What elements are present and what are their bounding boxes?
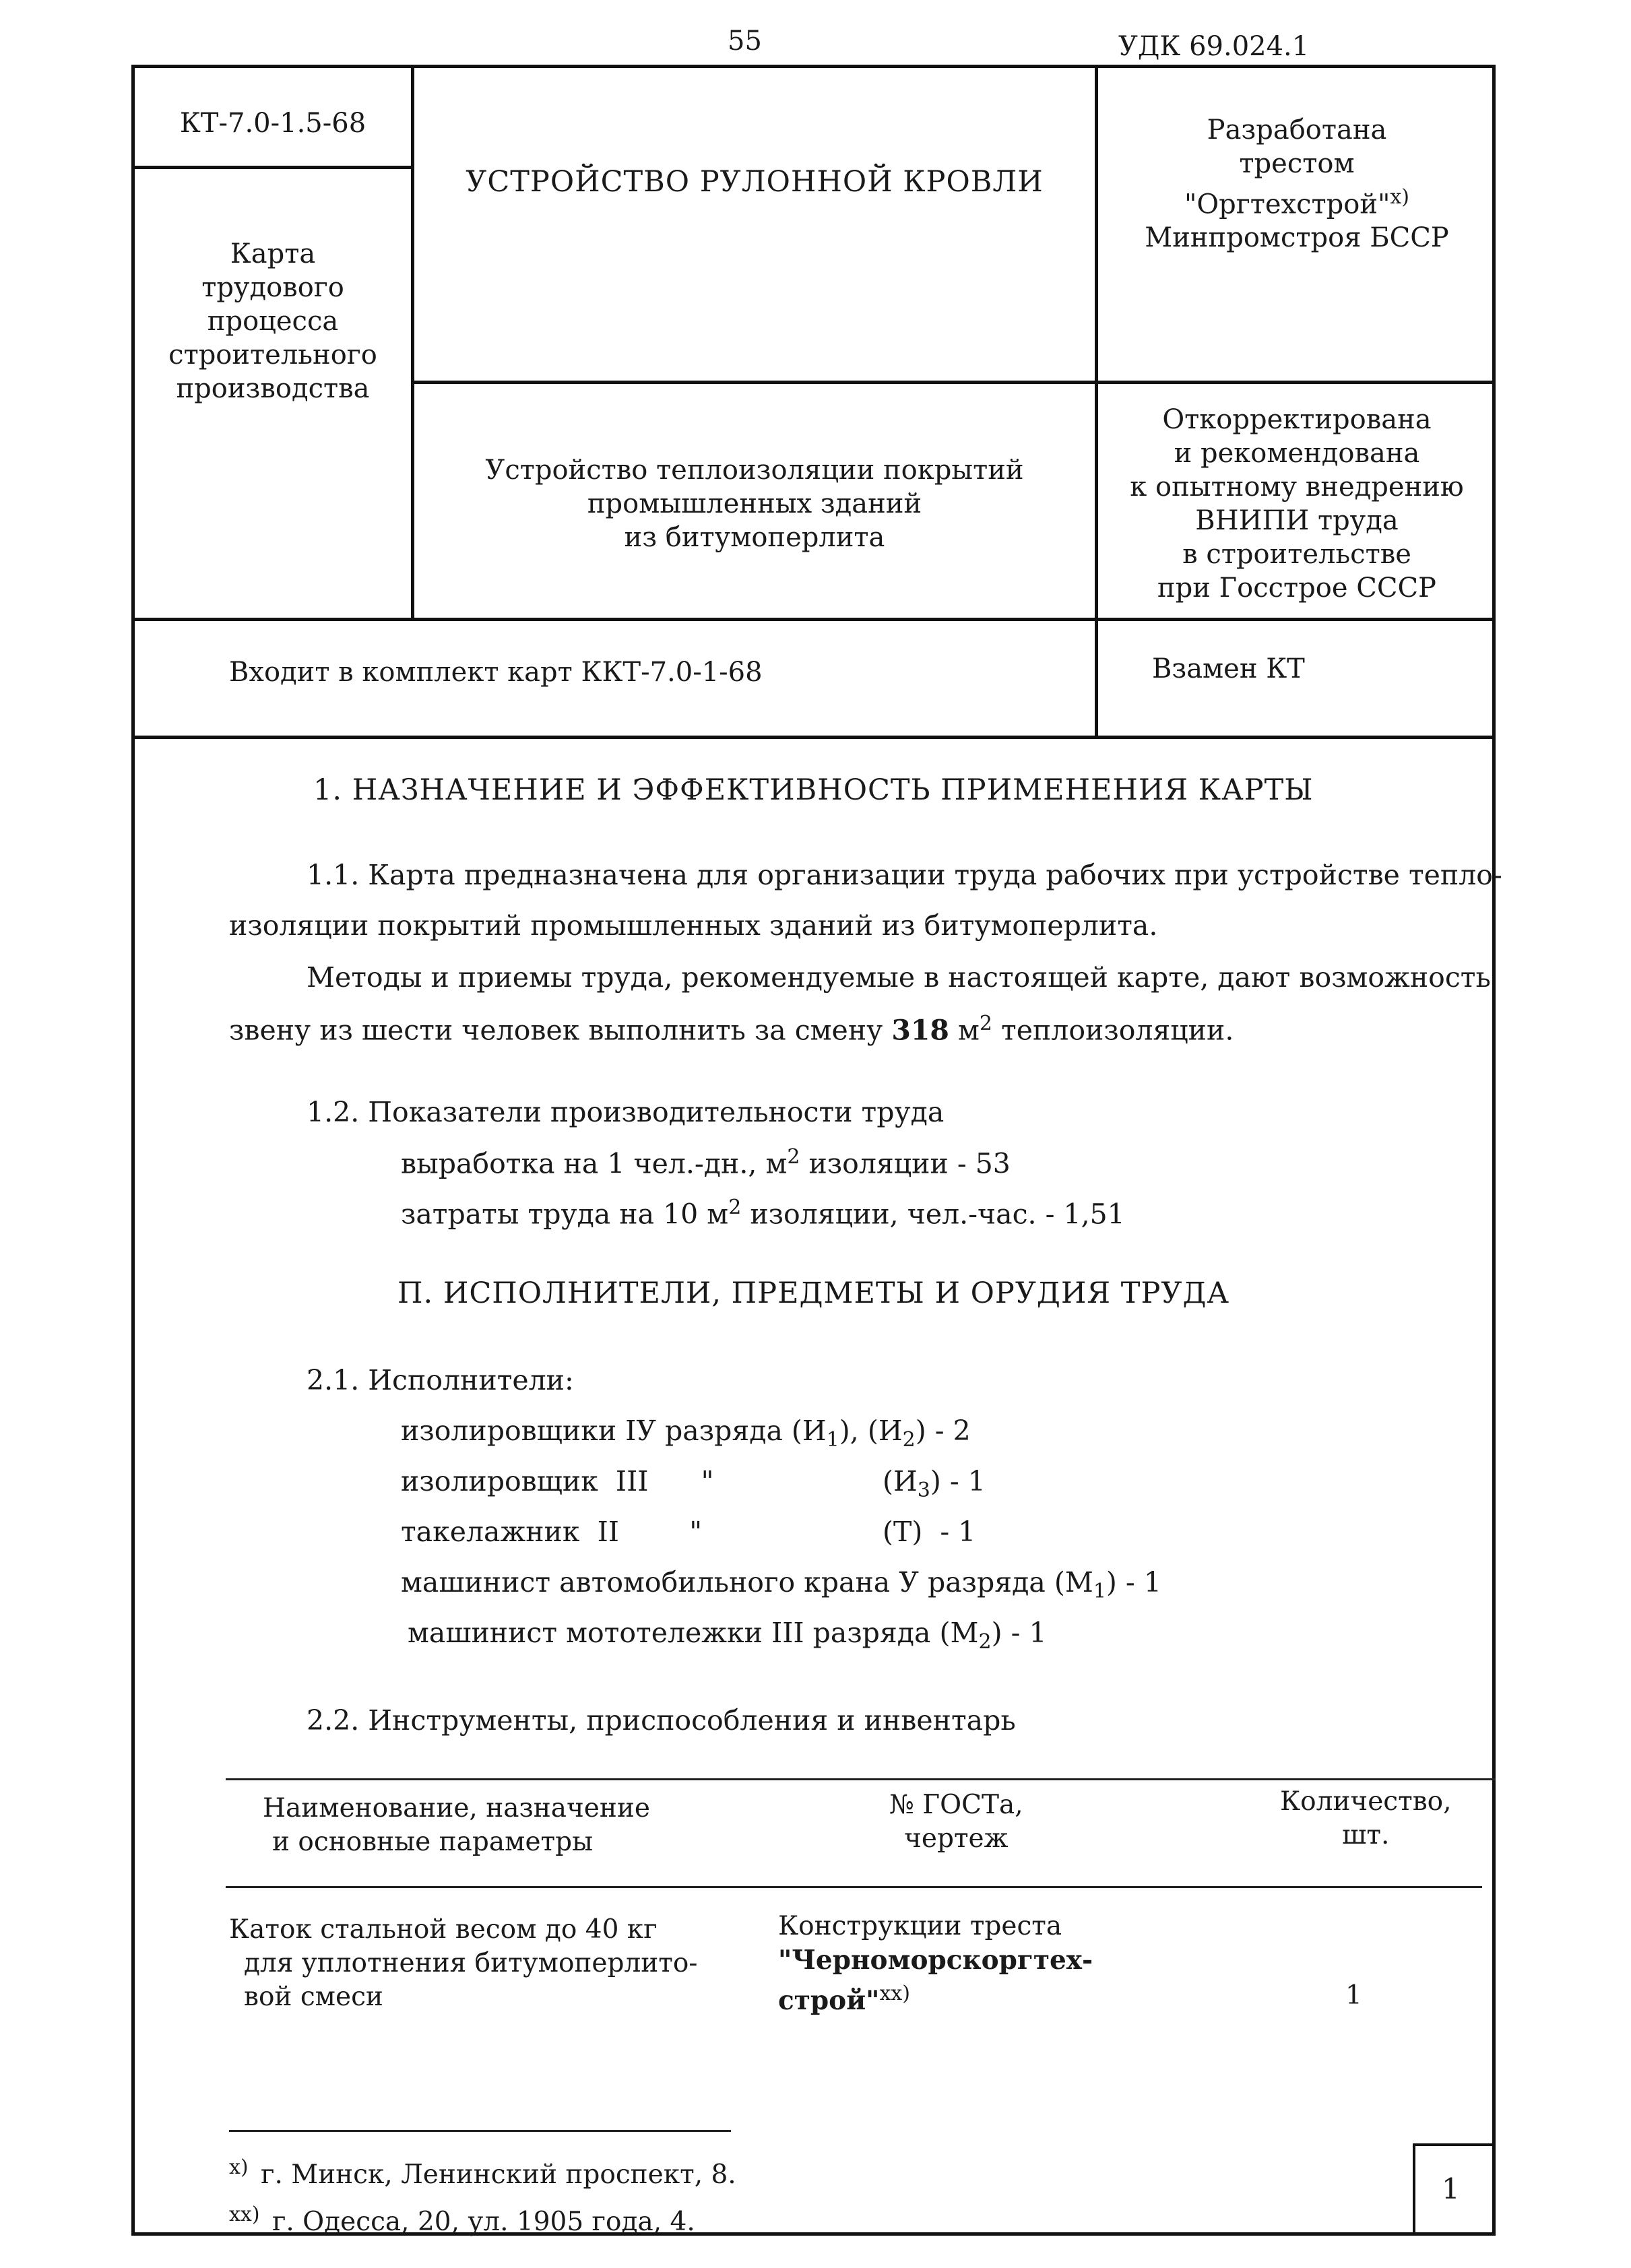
table-row-gost	[778, 1910, 1093, 2018]
s1-p3-l2-text-end: изоляции, чел.-час. - 1,51	[750, 1198, 1125, 1231]
subtitle-line: Устройство теплоизоляции покрытий	[485, 455, 1024, 486]
executor-count: ) - 1	[991, 1617, 1047, 1649]
corrected-line: в строительстве	[1182, 539, 1411, 570]
card-type-line: Карта	[230, 238, 316, 269]
executor-sub: 2	[902, 1428, 916, 1452]
card-type	[135, 237, 411, 406]
replaces: Взамен КТ	[1152, 653, 1305, 684]
table-header-gost	[889, 1788, 1023, 1856]
table-footnote-mark: хх)	[879, 1982, 910, 2005]
card-subtitle	[414, 453, 1095, 554]
card-type-line: производства	[176, 373, 370, 404]
footnote-mark: хх)	[229, 2203, 260, 2226]
executor-row	[401, 1465, 714, 1497]
developed-line: трестом	[1239, 148, 1355, 179]
executor-text: машинист автомобильного крана У разряда (М	[401, 1566, 1093, 1598]
table-cell-line: для уплотнения битумоперлито-	[244, 1948, 698, 1978]
table-header-name	[263, 1792, 650, 1859]
udk-code: УДК 69.024.1	[1118, 31, 1310, 62]
footnote-mark: х)	[229, 2156, 249, 2179]
table-cell-text: строй"	[778, 1985, 880, 2016]
corrected-line: при Госстрое СССР	[1157, 573, 1436, 604]
executors-heading: 2.1. Исполнители:	[307, 1364, 574, 1396]
s1-p2-number: 318	[891, 1014, 949, 1047]
footnote-text: г. Минск, Ленинский проспект, 8.	[261, 2160, 736, 2190]
executor-text: изолировщики IУ разряда (И	[401, 1415, 827, 1447]
table-header-line: и основные параметры	[272, 1827, 594, 1857]
s1-p3-l1-text-end: изоляции - 53	[808, 1147, 1011, 1180]
developed-by	[1098, 113, 1496, 255]
s1-p2-unit: м	[957, 1014, 980, 1047]
developed-line: Минпромстроя БССР	[1145, 222, 1449, 254]
header-rule-bottom	[131, 736, 1496, 739]
corrected-line: Откорректирована	[1162, 404, 1432, 435]
s1-p2-line2	[229, 1012, 1234, 1047]
s1-p3-line1	[401, 1145, 1011, 1180]
card-type-line: строительного	[168, 339, 377, 370]
executor-sub: 1	[826, 1428, 839, 1452]
corrected-line: к опытному внедрению	[1130, 472, 1464, 503]
s1-p3-line2	[401, 1196, 1125, 1231]
developed-line: Разработана	[1207, 115, 1387, 145]
card-code: КТ-7.0-1.5-68	[179, 108, 366, 139]
s1-p3-heading: 1.2. Показатели производительности труда	[307, 1096, 945, 1128]
table-header-line: № ГОСТа,	[889, 1790, 1023, 1820]
executor-text: машинист мототележки III разряда (М	[408, 1617, 979, 1649]
section1-heading: 1. НАЗНАЧЕНИЕ И ЭФФЕКТИВНОСТЬ ПРИМЕНЕНИЯ КАРТЫ	[313, 773, 1314, 807]
executor-count: ) - 2	[915, 1415, 971, 1447]
table-header-qty	[1280, 1785, 1452, 1852]
executor-text: изолировщик III "	[401, 1465, 714, 1497]
table-header-line: шт.	[1342, 1820, 1390, 1850]
card-type-line: трудового	[201, 272, 344, 303]
s1-p2-line1: Методы и приемы труда, рекомендуемые в настоящей карте, дают возможность	[307, 961, 1491, 994]
footnote-rule	[229, 2130, 731, 2132]
table-header-line: Количество,	[1280, 1786, 1452, 1817]
executor-count: ) - 1	[930, 1465, 986, 1497]
s1-p1-line2: изоляции покрытий промышленных зданий из битумоперлита.	[229, 909, 1158, 942]
table-cell-line: Каток стальной весом до 40 кг	[229, 1914, 658, 1945]
table-cell-line: "Черноморскоргтех-	[778, 1945, 1093, 1976]
page-number: 55	[728, 26, 762, 57]
table-header-line: чертеж	[904, 1823, 1009, 1854]
corrected-by	[1098, 403, 1496, 605]
corrected-line: ВНИПИ труда	[1195, 505, 1399, 536]
table-row-name	[229, 1913, 697, 2014]
table-cell-line	[778, 1977, 1093, 2018]
tools-heading: 2.2. Инструменты, приспособления и инвентарь	[307, 1704, 1016, 1737]
s1-p3-l2-sup: 2	[728, 1196, 742, 1219]
card-set: Входит в комплект карт ККТ-7.0-1-68	[229, 657, 763, 688]
table-cell-line: вой смеси	[244, 1982, 383, 2012]
table-cell-line: Конструкции треста	[778, 1911, 1062, 1941]
executor-sub: 2	[978, 1630, 992, 1654]
executor-row	[401, 1566, 1161, 1603]
s1-p3-l2-text: затраты труда на 10 м	[401, 1198, 729, 1231]
executor-sub: 1	[1093, 1580, 1106, 1604]
sheet-number: 1	[1442, 2172, 1460, 2205]
s1-p1-line1: 1.1. Карта предназначена для организации труда рабочих при устройстве тепло-	[307, 859, 1502, 891]
developed-line	[1098, 181, 1496, 221]
corrected-line: и рекомендована	[1174, 438, 1420, 469]
s1-p2-text-end: теплоизоляции.	[1001, 1014, 1234, 1047]
s1-p3-l1-text: выработка на 1 чел.-дн., м	[401, 1147, 788, 1180]
s1-p3-l1-sup: 2	[787, 1145, 800, 1169]
table-top-rule	[226, 1778, 1496, 1780]
developed-org: "Оргтехстрой"	[1184, 189, 1390, 220]
table-header-rule	[226, 1886, 1482, 1888]
executor-code: (И	[883, 1465, 918, 1497]
card-type-line: процесса	[207, 306, 339, 337]
s1-p2-sup: 2	[979, 1012, 992, 1035]
footnote-text: г. Одесса, 20, ул. 1905 года, 4.	[271, 2207, 695, 2237]
header-rule-code	[131, 166, 411, 169]
executor-text: ), (И	[839, 1415, 903, 1447]
card-title: УСТРОЙСТВО РУЛОННОЙ КРОВЛИ	[466, 165, 1044, 199]
executor-row-right	[883, 1516, 976, 1548]
executor-sub: 3	[917, 1479, 930, 1503]
table-row-qty: 1	[1345, 1980, 1362, 2011]
subtitle-line: промышленных зданий	[587, 488, 922, 519]
footnote	[229, 2156, 736, 2190]
header-rule-set	[131, 618, 1496, 621]
executor-code: (Т) - 1	[883, 1516, 976, 1548]
executor-count: ) - 1	[1106, 1566, 1161, 1598]
executor-row	[401, 1516, 702, 1548]
executor-row	[408, 1617, 1047, 1654]
executor-row	[401, 1415, 971, 1452]
s1-p2-text: звену из шести человек выполнить за смену	[229, 1014, 883, 1047]
executor-row-right	[883, 1465, 986, 1502]
developed-footnote-mark: х)	[1390, 185, 1409, 209]
executor-text: такелажник II "	[401, 1516, 703, 1548]
section2-heading: П. ИСПОЛНИТЕЛИ, ПРЕДМЕТЫ И ОРУДИЯ ТРУДА	[397, 1276, 1230, 1310]
table-header-line: Наименование, назначение	[263, 1793, 650, 1823]
header-rule-mid	[411, 381, 1496, 384]
subtitle-line: из битумоперлита	[624, 522, 885, 553]
footnote	[229, 2203, 695, 2237]
